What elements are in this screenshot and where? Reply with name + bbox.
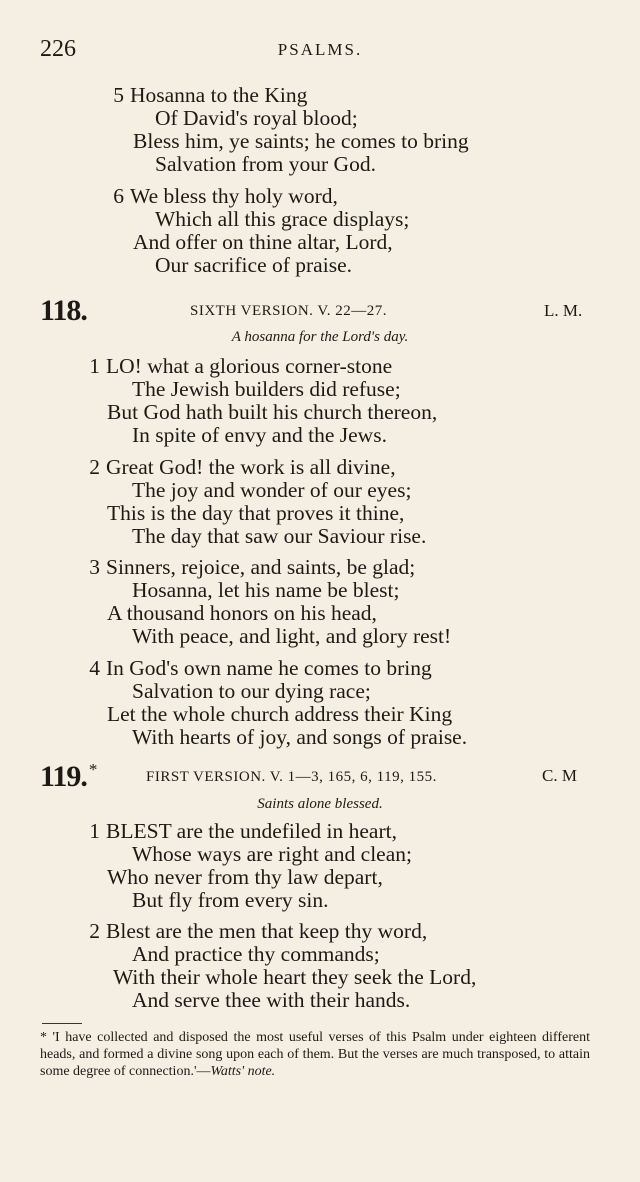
stanza-line: Of David's royal blood; bbox=[155, 106, 358, 130]
stanza-line: 6 We bless thy holy word, bbox=[113, 184, 338, 208]
stanza-line: 1 LO! what a glorious corner-stone bbox=[89, 354, 393, 378]
stanza-line: And offer on thine altar, Lord, bbox=[133, 230, 393, 254]
stanza-line: 4 In God's own name he comes to bring bbox=[89, 656, 432, 680]
stanza-line: In spite of envy and the Jews. bbox=[132, 423, 387, 447]
stanza-line: Our sacrifice of praise. bbox=[155, 253, 352, 277]
version-heading: FIRST VERSION. V. 1—3, 165, 6, 119, 155. bbox=[146, 769, 437, 785]
stanza-line: A thousand honors on his head, bbox=[107, 601, 377, 625]
stanza-line: 2 Blest are the men that keep thy word, bbox=[89, 919, 428, 943]
footnote: * 'I have collected and disposed the most useful verses of this Psalm under eighteen different heads, and formed a divine song upon each of them. But the verses are much transposed, to attain some degree of connection.'—Watts' note. bbox=[40, 1030, 590, 1079]
stanza-line: With hearts of joy, and songs of praise. bbox=[132, 725, 468, 749]
stanza-line: And practice thy commands; bbox=[132, 942, 380, 966]
stanza-line: The day that saw our Saviour rise. bbox=[132, 524, 427, 548]
meter-label: C. M bbox=[542, 766, 577, 785]
stanza-line: Which all this grace displays; bbox=[155, 207, 410, 231]
stanza-line: But God hath built his church thereon, bbox=[107, 400, 438, 424]
stanza-line: Whose ways are right and clean; bbox=[132, 842, 412, 866]
stanza-line: And serve thee with their hands. bbox=[132, 988, 411, 1012]
stanza-line: 5 Hosanna to the King bbox=[113, 83, 308, 107]
stanza-line: Salvation from your God. bbox=[155, 152, 376, 176]
footnote-marker: * bbox=[88, 760, 97, 779]
stanza-line: Bless him, ye saints; he comes to bring bbox=[133, 129, 469, 153]
stanza-line: 2 Great God! the work is all divine, bbox=[89, 455, 396, 479]
psalm-number: 118. bbox=[40, 294, 87, 327]
page-number: 226 bbox=[40, 36, 76, 62]
psalm-subtitle: A hosanna for the Lord's day. bbox=[231, 329, 409, 345]
stanza-line: Who never from thy law depart, bbox=[107, 865, 383, 889]
running-title: PSALMS. bbox=[277, 40, 363, 59]
stanza-line: With their whole heart they seek the Lord, bbox=[113, 965, 477, 989]
stanza-line: Let the whole church address their King bbox=[107, 702, 453, 726]
stanza-line: 1 BLEST are the undefiled in heart, bbox=[89, 819, 397, 843]
stanza-line: The joy and wonder of our eyes; bbox=[132, 478, 412, 502]
stanza-line: This is the day that proves it thine, bbox=[107, 501, 405, 525]
footnote-rule bbox=[42, 1023, 82, 1024]
stanza-line: 3 Sinners, rejoice, and saints, be glad; bbox=[89, 555, 416, 579]
stanza-line: Salvation to our dying race; bbox=[132, 679, 371, 703]
stanza-line: Hosanna, let his name be blest; bbox=[132, 578, 400, 602]
meter-label: L. M. bbox=[544, 301, 583, 320]
stanza-line: But fly from every sin. bbox=[132, 888, 329, 912]
psalm-subtitle: Saints alone blessed. bbox=[257, 796, 383, 812]
footnote-attribution: Watts' note. bbox=[210, 1064, 276, 1079]
stanza-line: With peace, and light, and glory rest! bbox=[132, 624, 452, 648]
version-heading: SIXTH VERSION. V. 22—27. bbox=[190, 303, 388, 319]
stanza-line: The Jewish builders did refuse; bbox=[132, 377, 401, 401]
psalm-number: 119. * bbox=[40, 760, 97, 793]
